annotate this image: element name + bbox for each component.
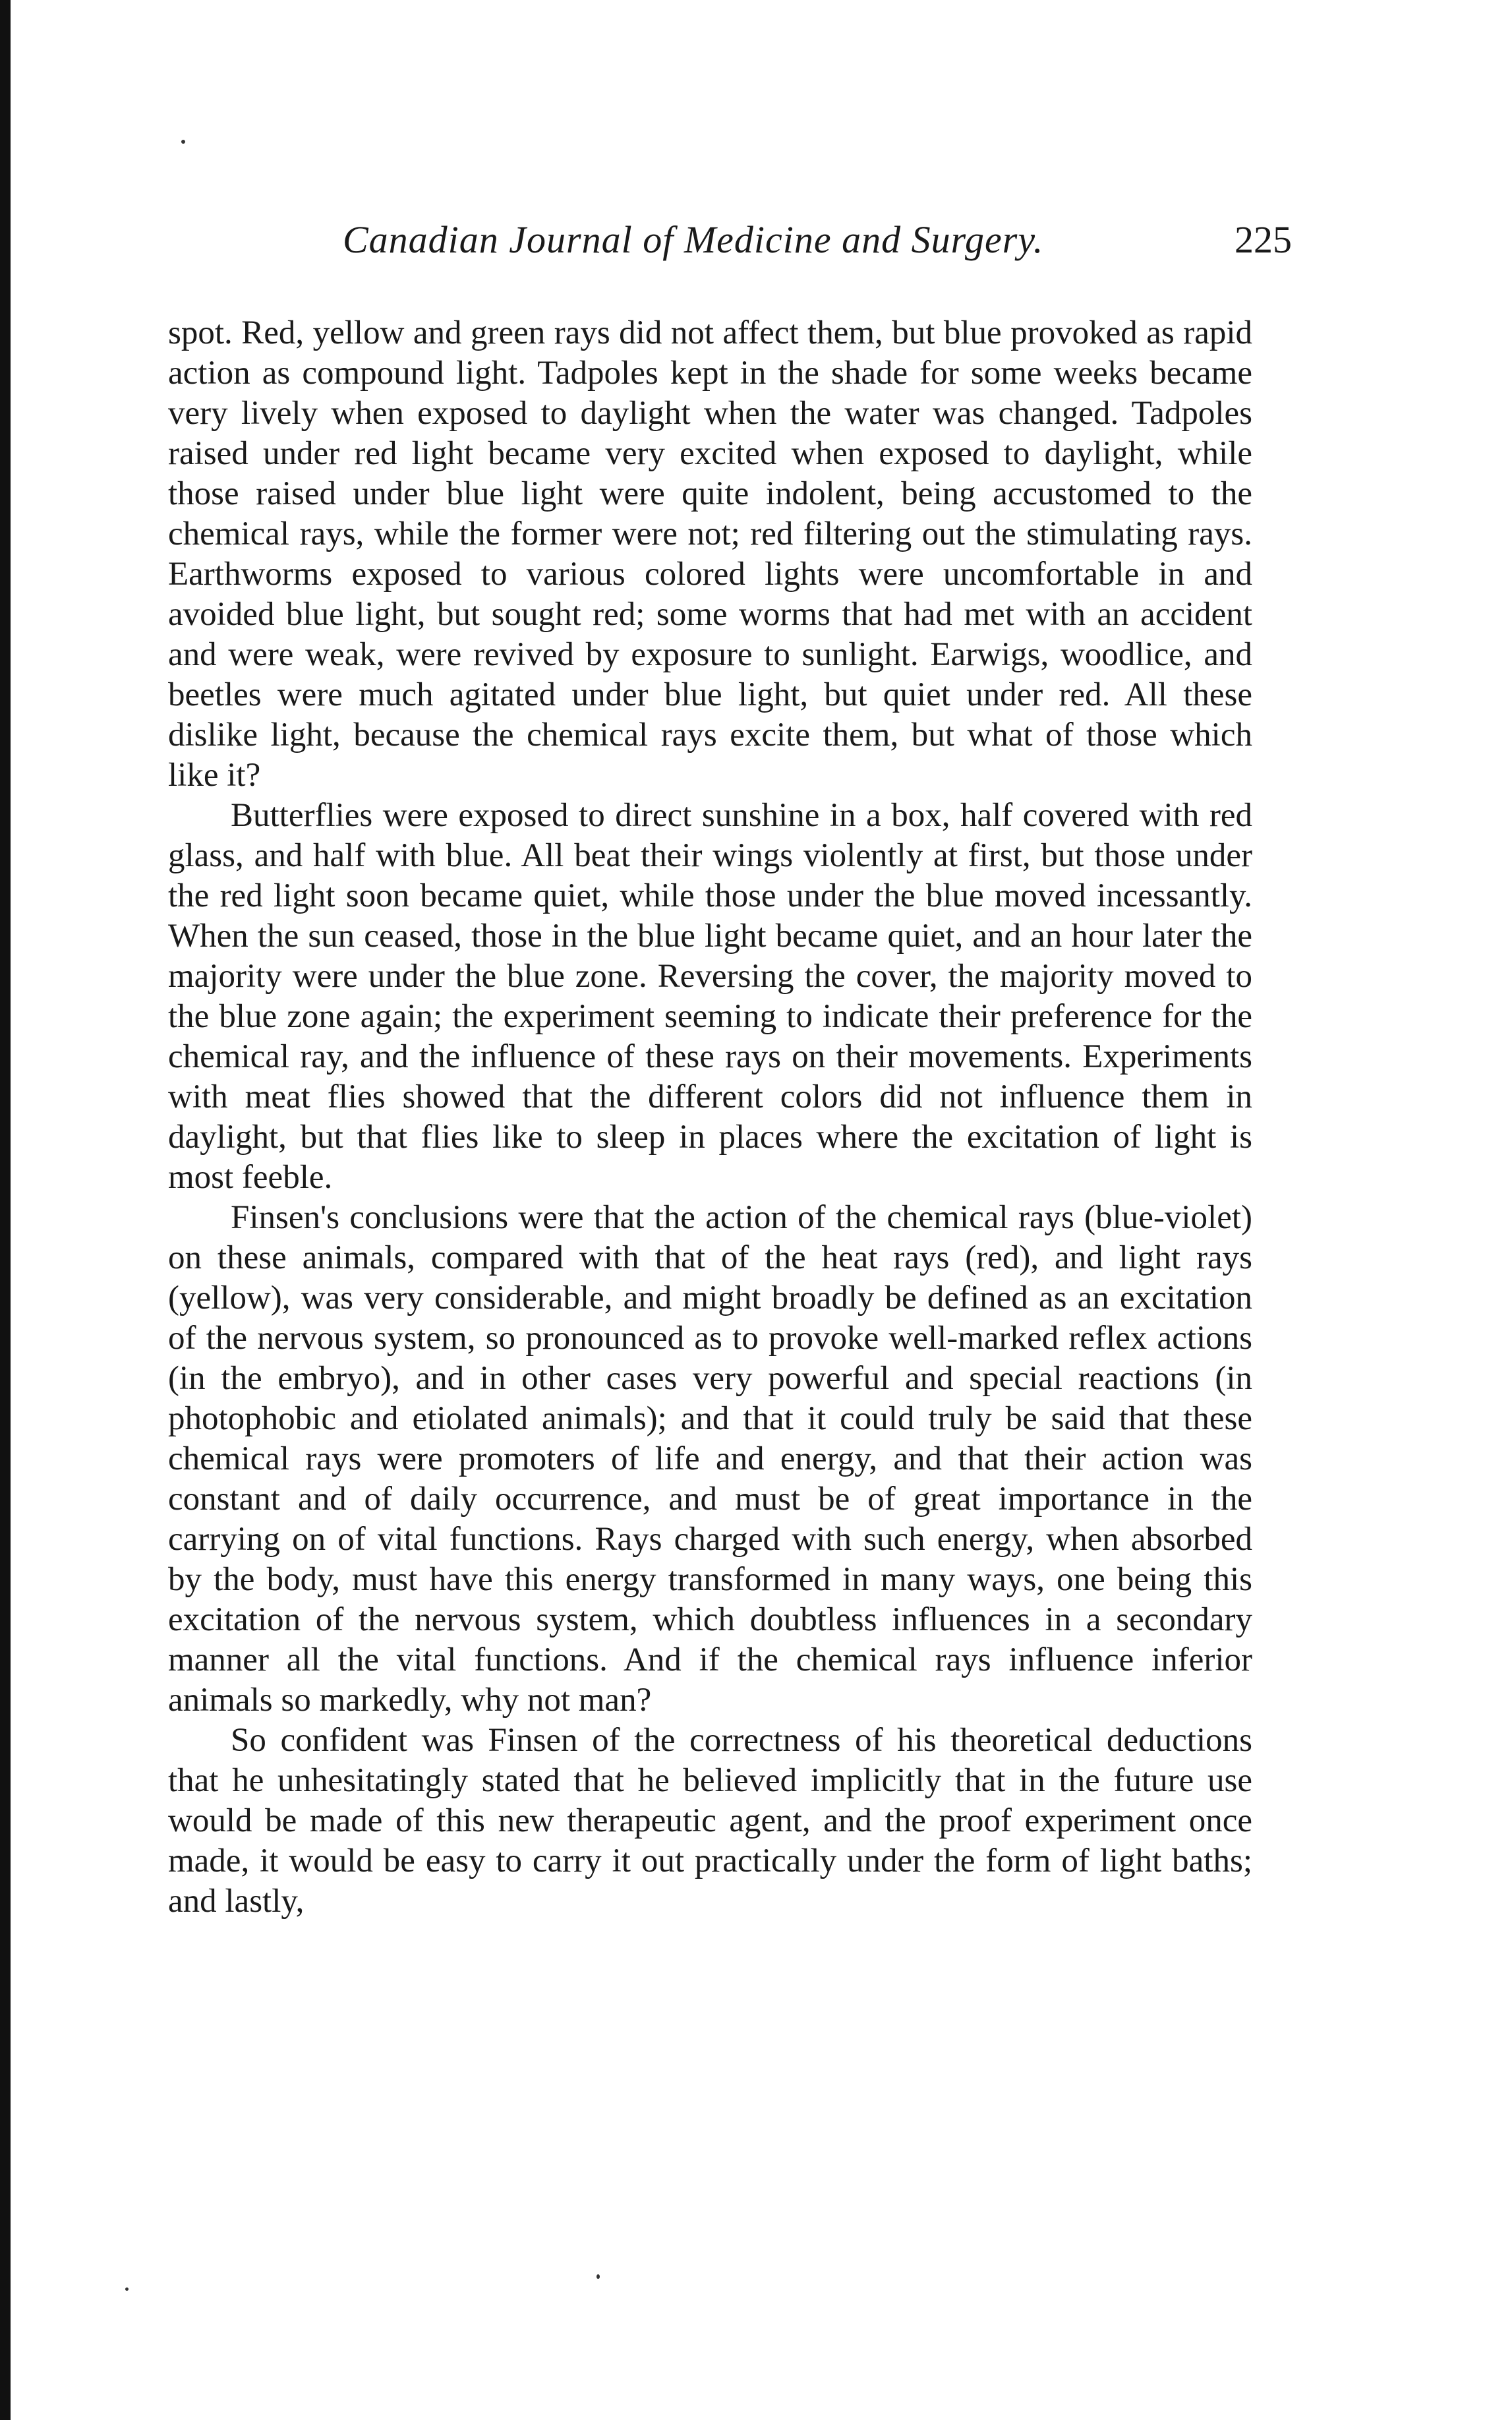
body-text [168,313,1252,1922]
paragraph: Finsen's conclusions were that the action of the chemical rays (blue-violet) on these animals, compared with that of the heat rays (red), and light rays (yellow), was very considerable, and might broadly be defined as an excitation of the nervous system, so pronounced as to provoke well-marked reflex actions (in the embryo), and in other cases very powerful and special reactions (in photophobic and etiolated animals); and that it could truly be said that these chemical rays were promoters of life and energy, and that their action was constant and of daily occurrence, and must be of great importance in the carrying on of vital functions. Rays charged with such energy, when absorbed by the body, must have this energy transformed in many ways, one being this excitation of the nervous system, which doubtless influences in a secondary manner all the vital functions. And if the chemical rays influence inferior animals so markedly, why not man? [168,1199,1252,1719]
paragraph: spot. Red, yellow and green rays did not affect them, but blue provoked as rapid action as compound light. Tadpoles kept in the shade for some weeks became very lively when exposed to daylight when the water was changed. Tadpoles raised under red light became very excited when exposed to daylight, while those raised under blue light were quite indolent, being accustomed to the chemical rays, while the former were not; red filtering out the stimulating rays. Earthworms exposed to various colored lights were uncomfortable in and avoided blue light, but sought red; some worms that had met with an accident and were weak, were revived by exposure to sunlight. Earwigs, woodlice, and beetles were much agitated under blue light, but quiet under red. All these dislike light, because the chemical rays excite them, but what of those which like it? [168,314,1252,794]
scan-speck [125,2287,129,2291]
page-binding-edge [0,0,11,2420]
paragraph: So confident was Finsen of the correctness of his theoretical deductions that he unhesitatingly stated that he believed implicitly that in the future use would be made of this new therapeutic agent, and the proof experiment once made, it would be easy to carry it out practically under the form of light baths; and lastly, [168,1722,1252,1920]
running-title: Canadian Journal of Medicine and Surgery. [343,218,1044,261]
paragraph: Butterflies were exposed to direct sunshine in a box, half covered with red glass, and half with blue. All beat their wings violently at first, but those under the red light soon became quiet, while those under the blue moved incessantly. When the sun ceased, those in the blue light became quiet, and an hour later the majority were under the blue zone. Reversing the cover, the majority moved to the blue zone again; the experiment seeming to indicate their preference for the chemical ray, and the influence of these rays on their movements. Experiments with meat flies showed that the different colors did not influence them in daylight, but that flies like to sleep in places where the excitation of light is most feeble. [168,797,1252,1196]
page-header [343,218,1292,277]
page-number: 225 [1235,218,1292,261]
scan-speck [596,2274,600,2279]
scan-speck [181,140,185,144]
